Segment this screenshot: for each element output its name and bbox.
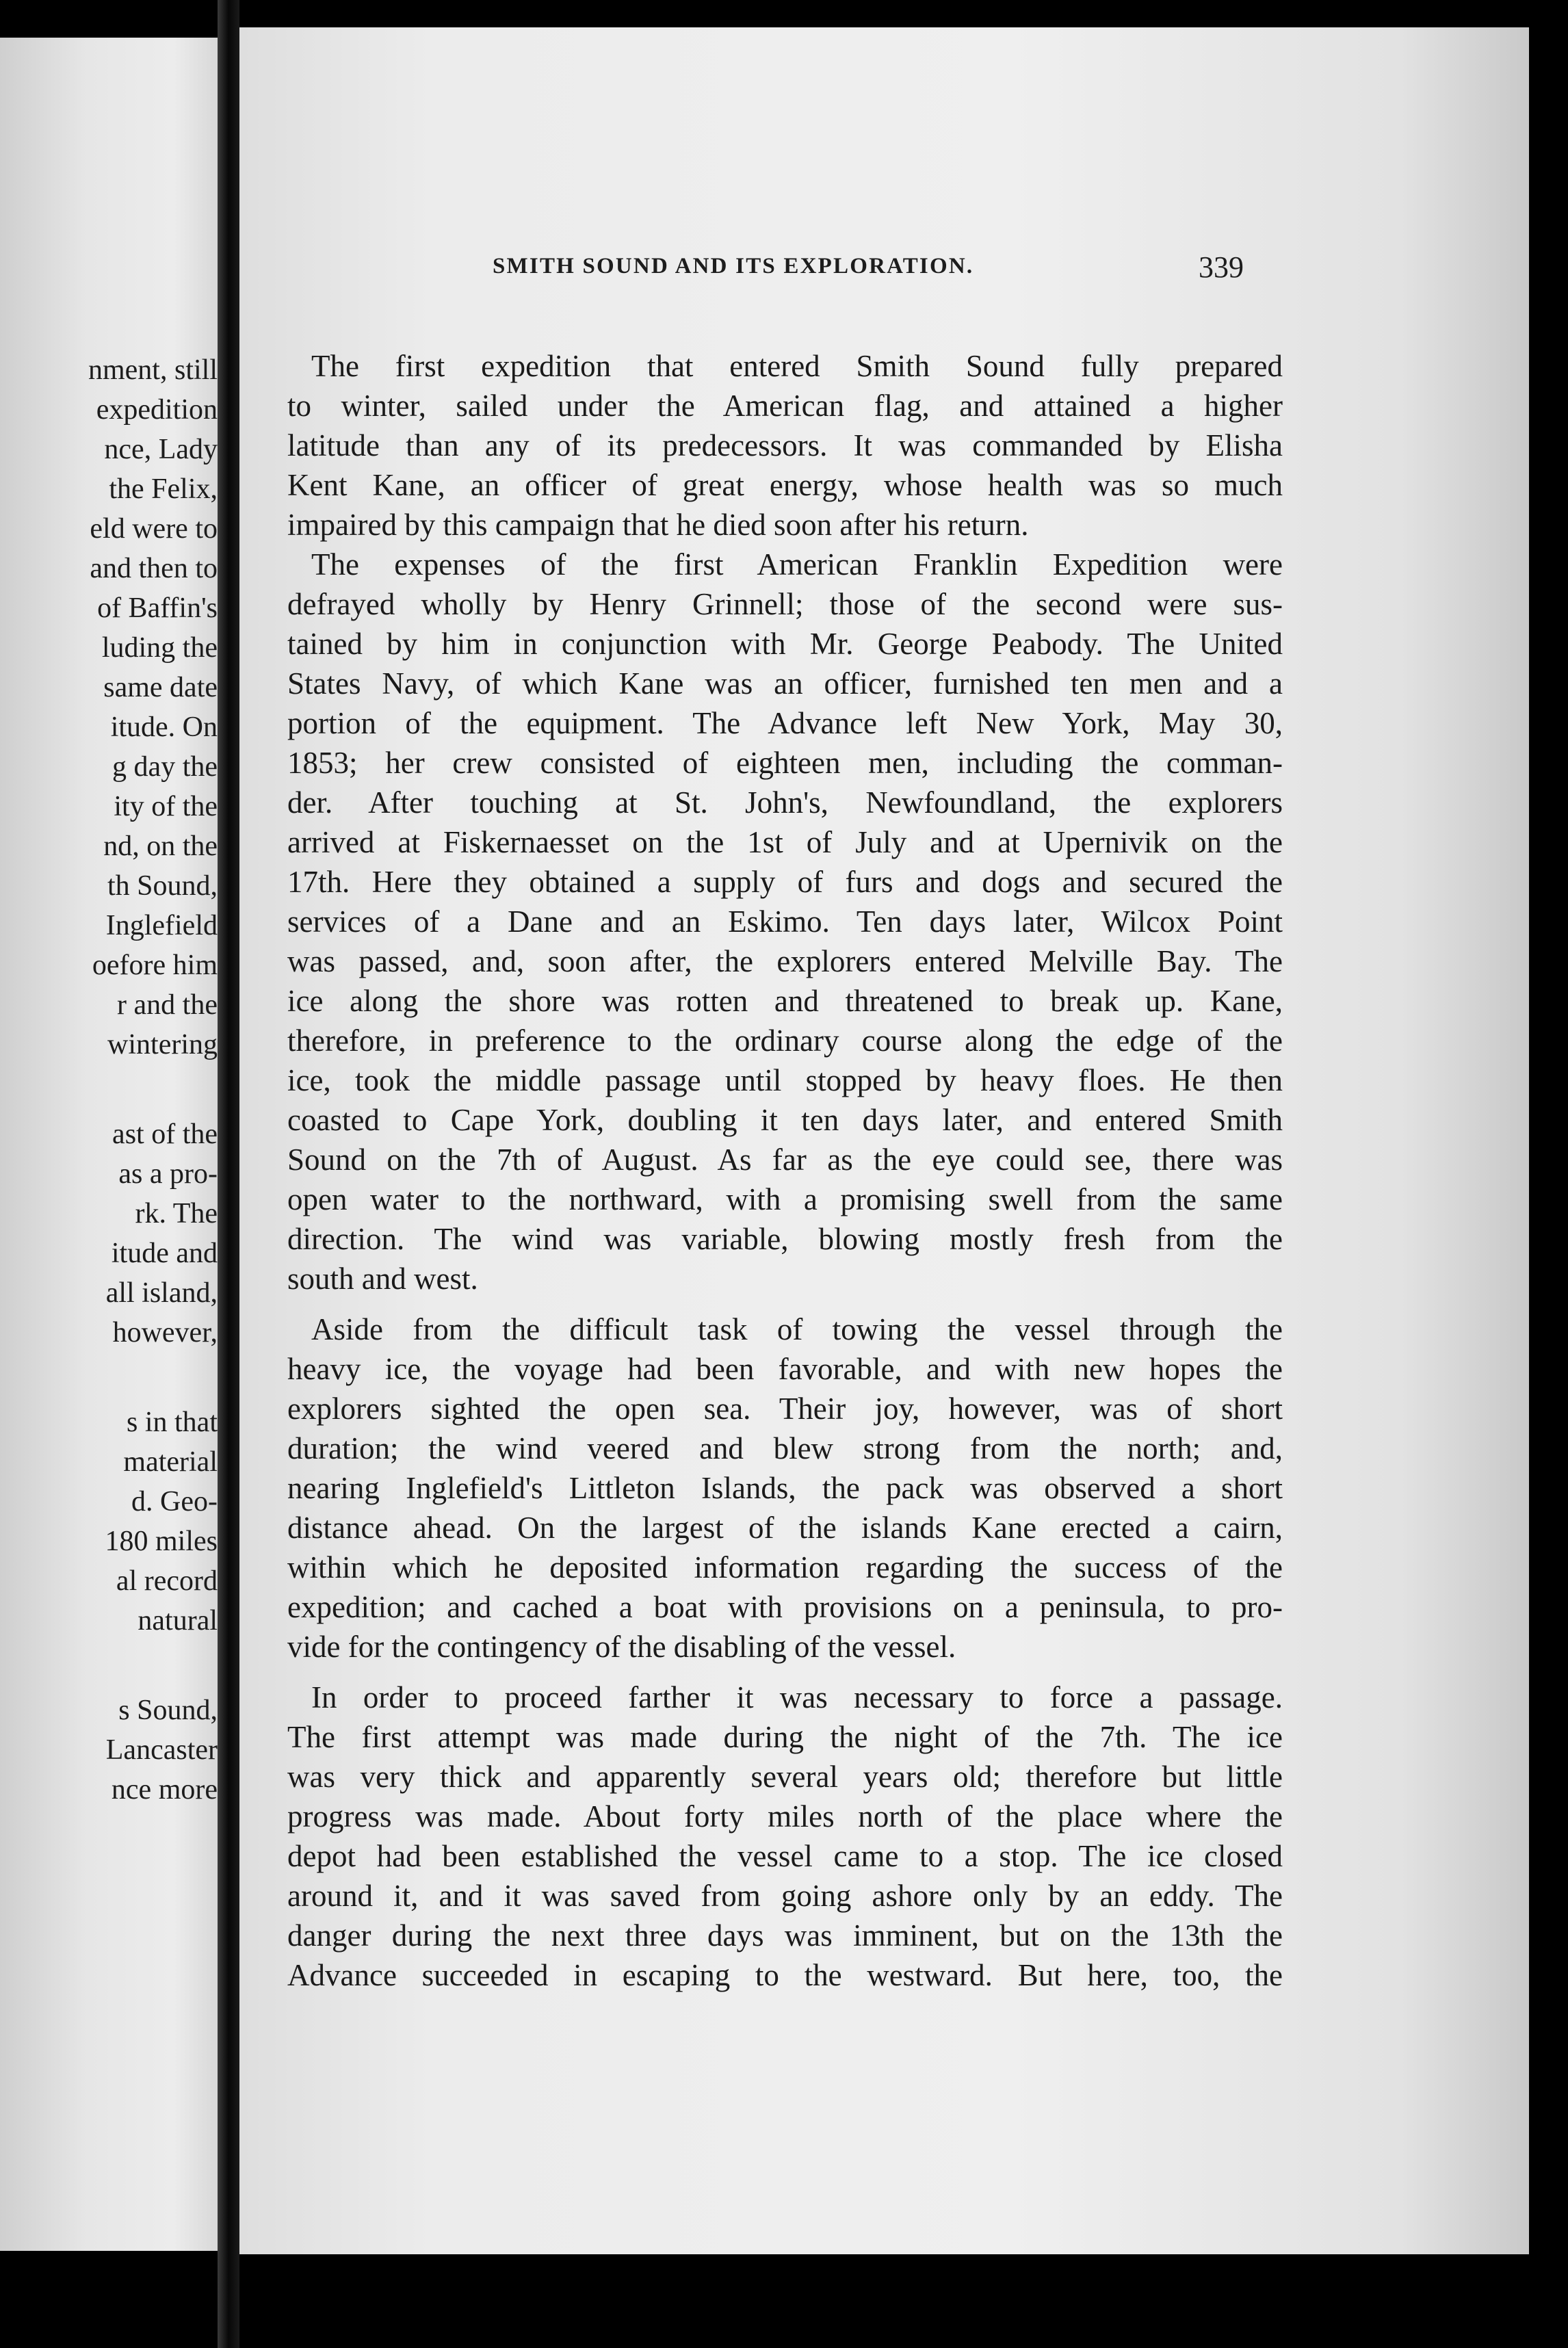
text-line: ice along the shore was rotten and threatened to break up. Kane, [287,984,1283,1018]
text-line: The first attempt was made during the night of the 7th. The ice [287,1720,1283,1754]
left-page-fragment: rk. The [135,1198,218,1229]
text-line: Advance succeeded in escaping to the westward. But here, too, the [287,1958,1283,1992]
running-head: SMITH SOUND AND ITS EXPLORATION. [493,254,974,278]
text-line: tained by him in conjunction with Mr. George Peabody. The United [287,627,1283,661]
left-page-fragment: nce, Lady [104,434,218,465]
text-line: distance ahead. On the largest of the islands Kane erected a cairn, [287,1511,1283,1545]
text-line: direction. The wind was variable, blowing mostly fresh from the [287,1222,1283,1256]
text-line: duration; the wind veered and blew strong from the north; and, [287,1431,1283,1465]
left-page-fragment: s in that [127,1407,218,1438]
left-page-fragment: d. Geo- [131,1486,218,1517]
text-line: der. After touching at St. John's, Newfoundland, the explorers [287,785,1283,820]
scan-border [1529,0,1568,2348]
text-line: coasted to Cape York, doubling it ten days later, and entered Smith [287,1103,1283,1137]
text-line: to winter, sailed under the American flag, and attained a higher [287,389,1283,423]
page-number: 339 [1199,250,1244,284]
text-line: The expenses of the first American Franklin Expedition were [311,547,1283,582]
text-line: was passed, and, soon after, the explorers entered Melville Bay. The [287,944,1283,978]
text-line: explorers sighted the open sea. Their joy, however, was of short [287,1392,1283,1426]
left-page-fragment: ast of the [112,1119,218,1150]
left-page-fragment: expedition [96,394,218,426]
text-line: expedition; and cached a boat with provisions on a peninsula, to pro- [287,1590,1283,1624]
left-page-fragment: natural [138,1605,218,1636]
text-line: open water to the northward, with a promising swell from the same [287,1182,1283,1216]
left-page [0,38,218,2251]
text-line: The first expedition that entered Smith Sound fully prepared [311,349,1283,383]
text-line: progress was made. About forty miles north of the place where the [287,1799,1283,1834]
text-line: 17th. Here they obtained a supply of furs and dogs and secured the [287,865,1283,899]
left-page-fragment: eld were to [90,513,218,545]
left-page-fragment: oefore him [92,950,218,981]
left-page-fragment: 180 miles [105,1526,218,1557]
text-line: heavy ice, the voyage had been favorable, and with new hopes the [287,1352,1283,1386]
text-line: Sound on the 7th of August. As far as the eye could see, there was [287,1143,1283,1177]
left-page-fragment: nd, on the [103,831,218,862]
left-page-fragment: material [123,1446,218,1478]
text-line: danger during the next three days was imminent, but on the 13th the [287,1918,1283,1953]
text-line: arrived at Fiskernaesset on the 1st of July and at Upernivik on the [287,825,1283,859]
left-page-fragment: wintering [107,1029,218,1060]
text-line: around it, and it was saved from going ashore only by an eddy. The [287,1879,1283,1913]
left-page-fragment: as a pro- [118,1158,218,1190]
left-page-fragment: g day the [112,751,218,783]
left-page-fragment: r and the [117,989,218,1021]
left-page-fragment: and then to [90,553,218,584]
book-gutter [218,0,239,2348]
left-page-fragment: luding the [101,632,218,664]
text-line: Aside from the difficult task of towing the vessel through the [311,1312,1283,1346]
left-page-fragment: itude. On [110,712,218,743]
left-page-fragment: Lancaster [105,1734,218,1766]
left-page-fragment: of Baffin's [97,592,218,624]
text-line: depot had been established the vessel came to a stop. The ice closed [287,1839,1283,1873]
left-page-fragment: al record [116,1565,218,1597]
left-page-fragment: th Sound, [107,870,218,902]
text-line: ice, took the middle passage until stopped by heavy floes. He then [287,1063,1283,1097]
text-line: portion of the equipment. The Advance left New York, May 30, [287,706,1283,740]
left-page-fragment: itude and [111,1238,218,1269]
text-line: therefore, in preference to the ordinary course along the edge of the [287,1023,1283,1058]
text-line: vide for the contingency of the disabling of the vessel. [287,1630,956,1664]
text-line: latitude than any of its predecessors. It was commanded by Elisha [287,428,1283,462]
left-page-fragment: same date [103,672,218,703]
left-page-fragment: however, [112,1317,218,1348]
text-line: States Navy, of which Kane was an officer, furnished ten men and a [287,666,1283,701]
text-line: services of a Dane and an Eskimo. Ten days later, Wilcox Point [287,904,1283,939]
left-page-fragment: nment, still [88,354,218,386]
text-line: defrayed wholly by Henry Grinnell; those of the second were sus- [287,587,1283,621]
text-line: impaired by this campaign that he died soon after his return. [287,508,1029,542]
text-line: In order to proceed farther it was necessary to force a passage. [311,1680,1283,1714]
left-page-fragment: the Felix, [109,473,218,505]
left-page-fragment: Inglefield [105,910,218,941]
left-page-fragment: all island, [105,1277,218,1309]
left-page-fragment: ity of the [114,791,218,822]
text-line: within which he deposited information regarding the success of the [287,1550,1283,1584]
left-page-fragment: nce more [111,1774,218,1805]
page-header [252,250,1244,288]
text-line: Kent Kane, an officer of great energy, whose health was so much [287,468,1283,502]
left-page-fragment: s Sound, [118,1695,218,1726]
text-line: 1853; her crew consisted of eighteen men, including the comman- [287,746,1283,780]
text-line: was very thick and apparently several years old; therefore but little [287,1760,1283,1794]
text-line: south and west. [287,1262,478,1296]
text-line: nearing Inglefield's Littleton Islands, the pack was observed a short [287,1471,1283,1505]
